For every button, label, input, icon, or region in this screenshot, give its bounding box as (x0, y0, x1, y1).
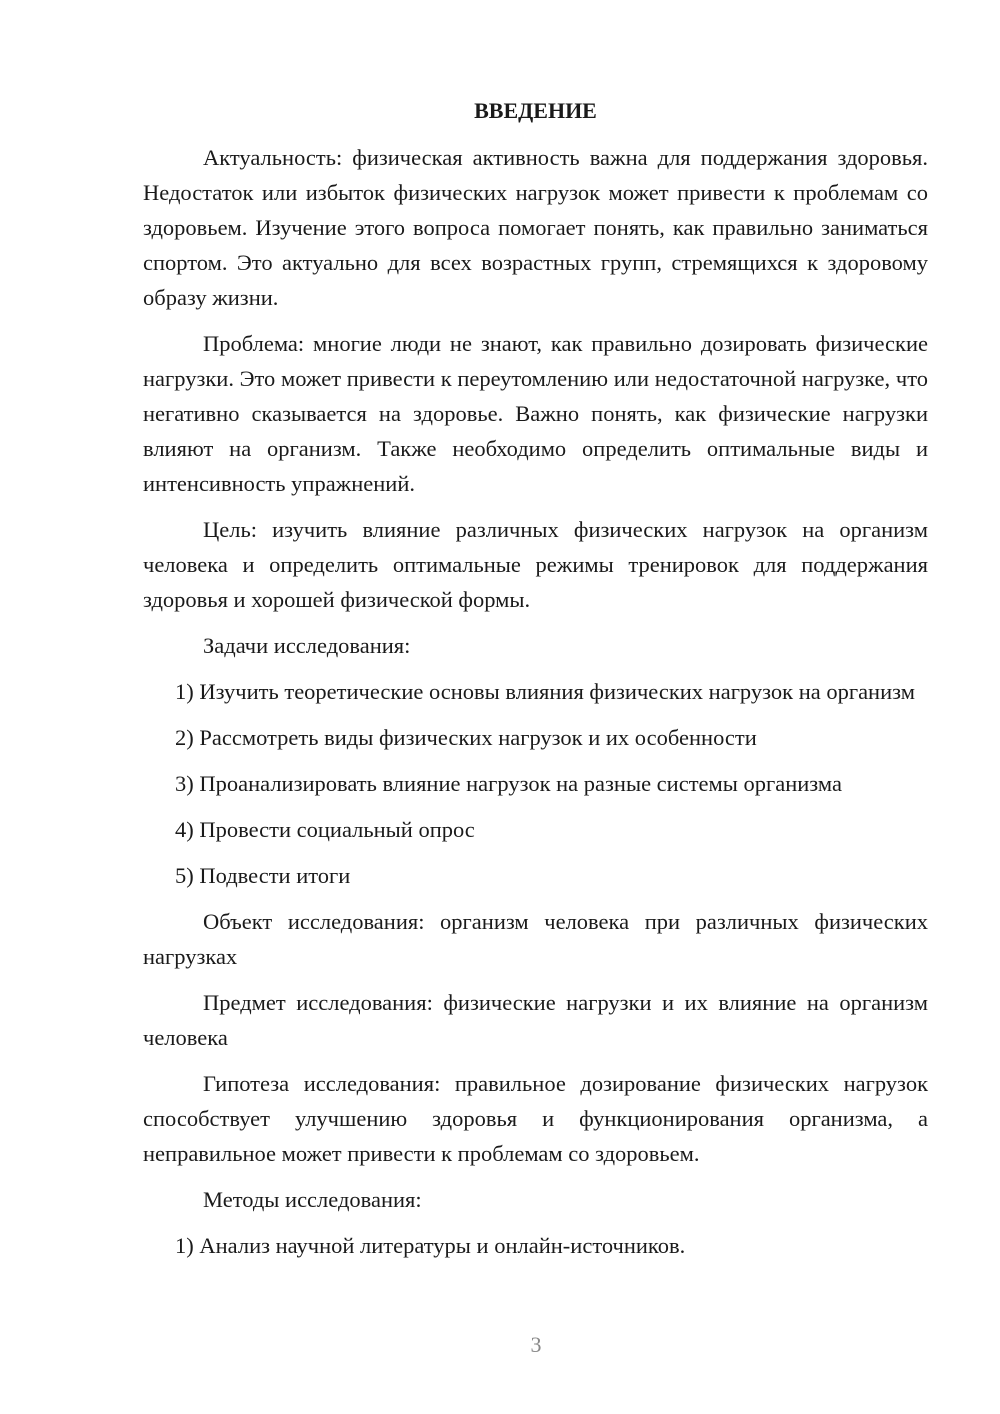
methods-title: Методы исследования: (203, 1187, 422, 1212)
task-item-4: 4) Провести социальный опрос (175, 817, 475, 842)
task-item-1: 1) Изучить теоретические основы влияния физических нагрузок на организм (175, 679, 915, 704)
task-item-5: 5) Подвести итоги (175, 863, 351, 888)
tasks-title: Задачи исследования: (203, 633, 411, 658)
task-item-2: 2) Рассмотреть виды физических нагрузок и их особенности (175, 725, 757, 750)
goal-paragraph: Цель: изучить влияние различных физических нагрузок на организм человека и определить оптимальные режимы тренировок для поддержания здоровья и хорошей физической формы. (143, 517, 928, 612)
page-number: 3 (530, 1332, 542, 1357)
problem-paragraph: Проблема: многие люди не знают, как правильно дозировать физические нагрузки. Это может привести к переутомлению или недостаточной нагрузке, что негативно сказывается на здоровье. Важно понять, как физические нагрузки влияют на организм. Также необходимо определить оптимальные виды и интенсивность упражнений. (143, 331, 928, 496)
subject-paragraph: Предмет исследования: физические нагрузки и их влияние на организм человека (143, 990, 928, 1050)
method-item-1: 1) Анализ научной литературы и онлайн-источников. (175, 1233, 686, 1258)
task-item-3: 3) Проанализировать влияние нагрузок на разные системы организма (175, 771, 842, 796)
object-paragraph: Объект исследования: организм человека при различных физических нагрузках (143, 909, 928, 969)
relevance-paragraph: Актуальность: физическая активность важна для поддержания здоровья. Недостаток или избыток физических нагрузок может привести к проблемам со здоровьем. Изучение этого вопроса помогает понять, как правильно заниматься спортом. Это актуально для всех возрастных групп, стремящихся к здоровому образу жизни. (143, 145, 928, 310)
section-heading: ВВЕДЕНИЕ (474, 98, 597, 123)
hypothesis-paragraph: Гипотеза исследования: правильное дозирование физических нагрузок способствует улучшению здоровья и функционирования организма, а неправильное может привести к проблемам со здоровьем. (143, 1071, 928, 1166)
page-content (143, 96, 928, 1274)
